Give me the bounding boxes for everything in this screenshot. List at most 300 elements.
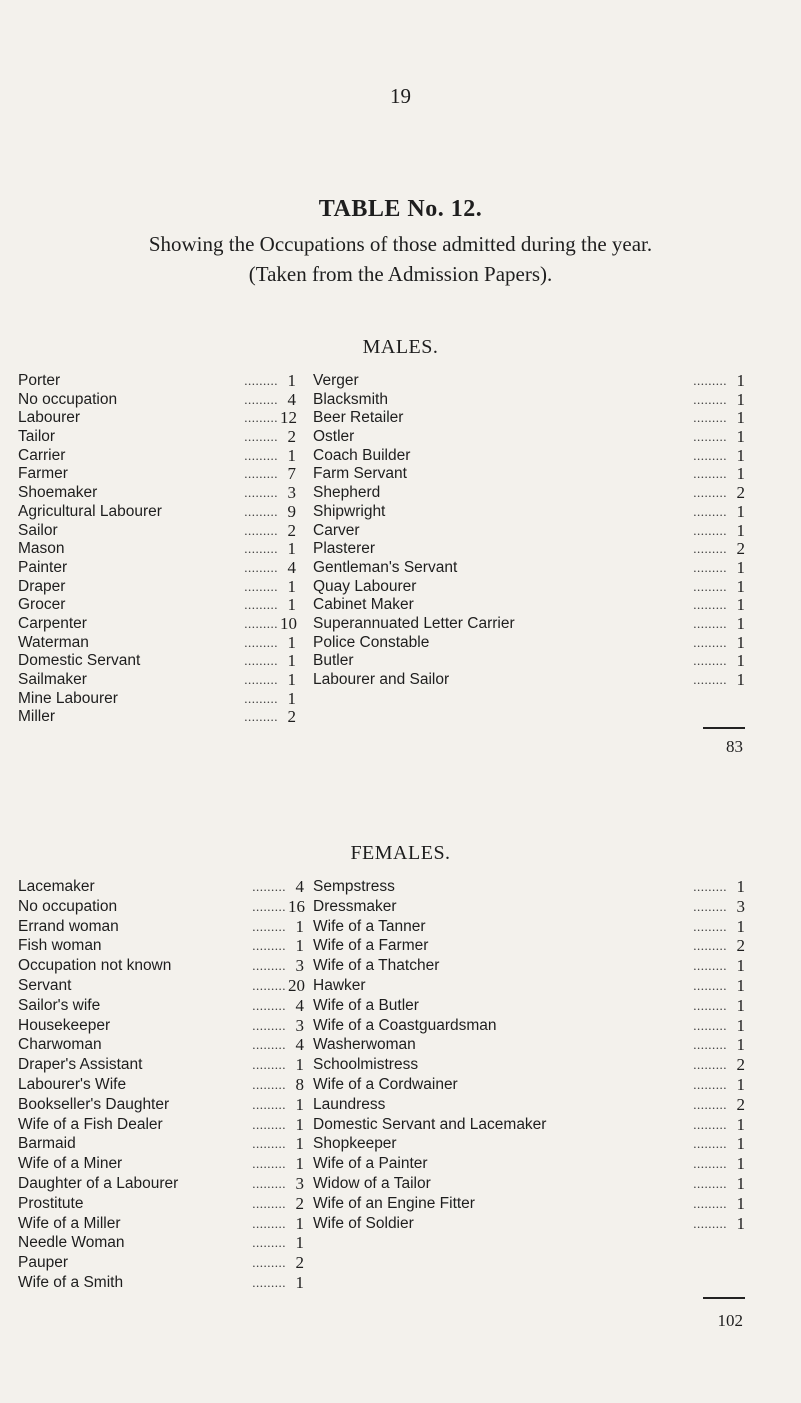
- occupation-row: [313, 976, 745, 996]
- females-total: 102: [717, 1311, 743, 1330]
- occupation-count: 3: [736, 896, 745, 916]
- occupation-row: [18, 409, 296, 428]
- occupation-label: No occupation: [18, 897, 118, 915]
- leader-dots: .........: [244, 653, 278, 669]
- leader-dots: .........: [693, 1136, 727, 1152]
- occupation-label: Grocer: [18, 596, 66, 614]
- occupation-label: Agricultural Labourer: [18, 502, 162, 520]
- occupation-label: Tailor: [18, 428, 56, 446]
- occupation-count: 1: [736, 371, 745, 390]
- occupation-row: [18, 897, 304, 917]
- occupation-label: Draper's Assistant: [18, 1056, 143, 1074]
- occupation-label: Carpenter: [18, 614, 87, 632]
- occupation-count: 16: [288, 896, 305, 916]
- occupation-label: Wife of an Engine Fitter: [313, 1194, 475, 1212]
- leader-dots: .........: [252, 997, 286, 1013]
- occupation-label: Wife of a Tanner: [313, 917, 426, 935]
- leader-dots: .........: [252, 1037, 286, 1053]
- leader-dots: .........: [693, 898, 727, 914]
- leader-dots: .........: [693, 997, 727, 1013]
- occupation-row: [313, 1115, 745, 1135]
- occupation-row: [18, 1134, 304, 1154]
- occupation-count: 2: [287, 427, 296, 447]
- occupation-label: Shipwright: [313, 502, 386, 520]
- occupation-label: Pauper: [18, 1254, 68, 1272]
- occupation-count: 1: [287, 371, 296, 390]
- occupation-count: 1: [287, 445, 296, 465]
- occupation-count: 10: [280, 613, 297, 633]
- occupation-label: Charwoman: [18, 1036, 102, 1054]
- occupation-count: 1: [736, 613, 745, 633]
- occupation-row: [18, 1194, 304, 1214]
- occupation-label: Hawker: [313, 976, 366, 994]
- occupation-row: [18, 596, 296, 615]
- occupation-row: [313, 1035, 745, 1055]
- occupation-row: [313, 484, 745, 503]
- occupation-count: 1: [736, 576, 745, 596]
- occupation-row: [18, 1035, 304, 1055]
- leader-dots: .........: [693, 918, 727, 934]
- leader-dots: .........: [693, 522, 727, 538]
- occupation-label: Beer Retailer: [313, 409, 404, 427]
- leader-dots: .........: [252, 1175, 286, 1191]
- leader-dots: .........: [244, 503, 278, 519]
- occupation-row: [313, 578, 745, 597]
- occupation-label: Bookseller's Daughter: [18, 1095, 170, 1113]
- occupation-row: [313, 1154, 745, 1174]
- occupation-row: [313, 409, 745, 428]
- occupation-count: 1: [736, 1154, 745, 1174]
- occupation-label: Domestic Servant: [18, 652, 141, 670]
- leader-dots: .........: [244, 615, 278, 631]
- occupation-row: [18, 391, 296, 410]
- leader-dots: .........: [252, 1136, 286, 1152]
- occupation-label: Mine Labourer: [18, 689, 118, 707]
- occupation-row: [18, 671, 296, 690]
- leader-dots: .........: [693, 373, 727, 388]
- occupation-row: [313, 897, 745, 917]
- leader-dots: .........: [693, 615, 727, 631]
- occupation-row: [313, 1075, 745, 1095]
- occupation-count: 1: [736, 1074, 745, 1094]
- occupation-count: 1: [736, 632, 745, 652]
- leader-dots: .........: [252, 1116, 286, 1132]
- occupation-count: 12: [280, 408, 297, 428]
- occupation-label: Coach Builder: [313, 446, 411, 464]
- occupation-count: 1: [295, 1213, 304, 1233]
- occupation-label: Fish woman: [18, 937, 102, 955]
- leader-dots: .........: [244, 597, 278, 613]
- occupation-count: 1: [736, 557, 745, 577]
- occupation-row: [18, 652, 296, 671]
- occupation-label: No occupation: [18, 390, 118, 408]
- occupation-row: [18, 578, 296, 597]
- occupation-count: 1: [736, 1213, 745, 1233]
- occupation-row: [18, 484, 296, 503]
- leader-dots: .........: [252, 898, 286, 914]
- occupation-label: Servant: [18, 976, 72, 994]
- occupation-count: 1: [295, 916, 304, 936]
- occupation-label: Sailor: [18, 521, 58, 539]
- occupation-label: Gentleman's Servant: [313, 558, 458, 576]
- leader-dots: .........: [693, 1175, 727, 1191]
- occupation-row: [18, 976, 304, 996]
- occupation-count: 1: [295, 1094, 304, 1114]
- occupation-label: Verger: [313, 372, 359, 389]
- occupation-row: [18, 1233, 304, 1253]
- occupation-count: 1: [736, 670, 745, 689]
- occupation-row: [313, 540, 745, 559]
- occupation-count: 2: [736, 936, 745, 956]
- occupation-count: 1: [736, 877, 745, 896]
- occupation-row: [313, 447, 745, 466]
- leader-dots: .........: [693, 958, 727, 974]
- occupation-count: 1: [295, 1134, 304, 1154]
- occupation-count: 2: [287, 707, 296, 727]
- occupation-count: 7: [287, 464, 296, 484]
- leader-dots: .........: [244, 429, 278, 445]
- occupation-label: Wife of a Fish Dealer: [18, 1115, 163, 1133]
- leader-dots: .........: [252, 938, 286, 954]
- occupation-count: 4: [295, 877, 304, 896]
- occupation-row: [18, 634, 296, 653]
- table-source-note: (Taken from the Admission Papers).: [248, 262, 553, 286]
- occupation-count: 3: [295, 1173, 304, 1193]
- occupation-row: [313, 615, 745, 634]
- occupation-row: [313, 372, 745, 391]
- leader-dots: .........: [693, 977, 727, 993]
- leader-dots: .........: [693, 597, 727, 613]
- leader-dots: .........: [693, 1057, 727, 1073]
- leader-dots: .........: [244, 373, 278, 388]
- leader-dots: .........: [252, 1215, 286, 1231]
- leader-dots: .........: [693, 429, 727, 445]
- occupation-row: [18, 428, 296, 447]
- occupation-label: Sailor's wife: [18, 996, 101, 1014]
- occupation-row: [18, 1016, 304, 1036]
- occupation-count: 1: [295, 1055, 304, 1075]
- occupation-label: Daughter of a Labourer: [18, 1174, 179, 1192]
- occupation-row: [313, 634, 745, 653]
- occupation-label: Draper: [18, 577, 66, 595]
- occupation-count: 1: [736, 389, 745, 409]
- females-left-column: [18, 877, 304, 1293]
- occupation-row: [18, 1075, 304, 1095]
- occupation-label: Mason: [18, 540, 65, 558]
- occupation-count: 3: [287, 483, 296, 503]
- leader-dots: .........: [244, 634, 278, 650]
- occupation-label: Schoolmistress: [313, 1056, 419, 1074]
- occupation-label: Barmaid: [18, 1135, 76, 1153]
- occupation-row: [313, 1214, 745, 1234]
- occupation-row: [18, 1253, 304, 1273]
- occupation-row: [18, 1214, 304, 1234]
- leader-dots: .........: [693, 559, 727, 575]
- occupation-count: 1: [295, 1233, 304, 1253]
- occupation-label: Laundress: [313, 1095, 386, 1113]
- leader-dots: .........: [693, 410, 727, 426]
- occupation-count: 1: [736, 408, 745, 428]
- occupation-label: Occupation not known: [18, 957, 172, 975]
- occupation-label: Labourer: [18, 409, 81, 427]
- occupation-count: 4: [287, 557, 296, 577]
- occupation-label: Domestic Servant and Lacemaker: [313, 1115, 547, 1133]
- leader-dots: .........: [252, 1057, 286, 1073]
- occupation-label: Blacksmith: [313, 390, 388, 408]
- occupation-row: [18, 956, 304, 976]
- occupation-row: [313, 877, 745, 897]
- occupation-row: [18, 708, 296, 727]
- leader-dots: .........: [244, 447, 278, 463]
- occupation-count: 1: [736, 464, 745, 484]
- occupation-row: [18, 1055, 304, 1075]
- occupation-count: 1: [736, 1134, 745, 1154]
- leader-dots: .........: [693, 466, 727, 482]
- occupation-row: [313, 503, 745, 522]
- occupation-count: 4: [287, 389, 296, 409]
- occupation-count: 1: [736, 1173, 745, 1193]
- occupation-count: 1: [736, 520, 745, 540]
- leader-dots: .........: [693, 938, 727, 954]
- leader-dots: .........: [252, 1195, 286, 1211]
- leader-dots: .........: [693, 1156, 727, 1172]
- occupation-label: Shopkeeper: [313, 1135, 397, 1153]
- occupation-label: Carver: [313, 521, 360, 539]
- occupation-row: [313, 391, 745, 410]
- leader-dots: .........: [244, 522, 278, 538]
- occupation-count: 1: [295, 1154, 304, 1174]
- leader-dots: .........: [244, 391, 278, 407]
- occupation-label: Wife of a Painter: [313, 1155, 428, 1173]
- occupation-row: [313, 917, 745, 937]
- occupation-row: [313, 1194, 745, 1214]
- occupation-label: Plasterer: [313, 540, 376, 558]
- leader-dots: .........: [693, 391, 727, 407]
- occupation-label: Shoemaker: [18, 484, 98, 502]
- occupation-row: [18, 447, 296, 466]
- occupation-count: 2: [736, 1055, 745, 1075]
- occupation-label: Prostitute: [18, 1194, 84, 1212]
- females-total-rule: [703, 1297, 745, 1299]
- occupation-label: Ostler: [313, 428, 355, 446]
- occupation-row: [18, 1273, 304, 1293]
- occupation-row: [18, 690, 296, 709]
- occupation-row: [313, 428, 745, 447]
- occupation-label: Carrier: [18, 446, 66, 464]
- occupation-count: 1: [295, 1114, 304, 1134]
- table-subtitle: Showing the Occupations of those admitted during the year.: [148, 232, 653, 256]
- occupation-count: 1: [736, 995, 745, 1015]
- leader-dots: .........: [252, 958, 286, 974]
- leader-dots: .........: [244, 709, 278, 725]
- occupation-count: 1: [287, 576, 296, 596]
- occupation-row: [18, 465, 296, 484]
- leader-dots: .........: [693, 503, 727, 519]
- leader-dots: .........: [693, 1017, 727, 1033]
- occupation-row: [18, 1095, 304, 1115]
- occupation-label: Needle Woman: [18, 1234, 125, 1252]
- occupation-row: [18, 522, 296, 541]
- leader-dots: .........: [244, 541, 278, 557]
- leader-dots: .........: [693, 578, 727, 594]
- occupation-count: 2: [295, 1253, 304, 1273]
- occupation-label: Porter: [18, 372, 61, 389]
- leader-dots: .........: [252, 879, 286, 894]
- females-right-column: [313, 877, 745, 1233]
- occupation-count: 1: [287, 595, 296, 615]
- occupation-count: 4: [295, 1035, 304, 1055]
- occupation-row: [313, 559, 745, 578]
- leader-dots: .........: [693, 653, 727, 669]
- occupation-label: Wife of a Thatcher: [313, 957, 440, 975]
- leader-dots: .........: [244, 485, 278, 501]
- leader-dots: .........: [693, 634, 727, 650]
- leader-dots: .........: [252, 1255, 286, 1271]
- occupation-count: 2: [295, 1193, 304, 1213]
- occupation-row: [18, 1154, 304, 1174]
- leader-dots: .........: [693, 541, 727, 557]
- occupation-label: Washerwoman: [313, 1036, 416, 1054]
- occupation-label: Wife of a Smith: [18, 1273, 124, 1291]
- occupation-row: [313, 956, 745, 976]
- occupation-row: [18, 1174, 304, 1194]
- occupation-row: [313, 652, 745, 671]
- occupation-label: Quay Labourer: [313, 577, 417, 595]
- occupation-label: Farm Servant: [313, 465, 407, 483]
- leader-dots: .........: [693, 1116, 727, 1132]
- occupation-label: Lacemaker: [18, 878, 95, 895]
- occupation-row: [18, 917, 304, 937]
- occupation-label: Shepherd: [313, 484, 381, 502]
- occupation-label: Labourer and Sailor: [313, 671, 450, 688]
- leader-dots: .........: [244, 578, 278, 594]
- occupation-count: 2: [736, 539, 745, 559]
- leader-dots: .........: [252, 1235, 286, 1251]
- females-heading: FEMALES.: [350, 842, 451, 864]
- leader-dots: .........: [693, 485, 727, 501]
- leader-dots: .........: [244, 466, 278, 482]
- leader-dots: .........: [252, 1017, 286, 1033]
- occupation-label: Superannuated Letter Carrier: [313, 614, 515, 632]
- leader-dots: .........: [252, 918, 286, 934]
- occupation-row: [18, 996, 304, 1016]
- leader-dots: .........: [693, 1037, 727, 1053]
- occupation-label: Wife of a Butler: [313, 996, 419, 1014]
- occupation-row: [18, 372, 296, 391]
- occupation-row: [313, 936, 745, 956]
- occupation-label: Sempstress: [313, 878, 395, 895]
- occupation-count: 1: [736, 595, 745, 615]
- occupation-count: 1: [736, 1114, 745, 1134]
- occupation-count: 1: [736, 445, 745, 465]
- occupation-label: Dressmaker: [313, 897, 397, 915]
- occupation-row: [313, 1174, 745, 1194]
- occupation-row: [18, 877, 304, 897]
- leader-dots: .........: [244, 559, 278, 575]
- occupation-label: Wife of a Miller: [18, 1214, 121, 1232]
- leader-dots: .........: [693, 879, 727, 894]
- leader-dots: .........: [693, 1215, 727, 1231]
- occupation-row: [18, 503, 296, 522]
- occupation-label: Wife of a Miner: [18, 1155, 123, 1173]
- occupation-label: Widow of a Tailor: [313, 1174, 431, 1192]
- occupation-count: 1: [287, 670, 296, 689]
- occupation-label: Farmer: [18, 465, 68, 483]
- occupation-row: [313, 596, 745, 615]
- occupation-count: 1: [287, 688, 296, 708]
- occupation-count: 1: [736, 1015, 745, 1035]
- leader-dots: .........: [244, 690, 278, 706]
- occupation-row: [18, 559, 296, 578]
- leader-dots: .........: [252, 1096, 286, 1112]
- occupation-count: 1: [736, 427, 745, 447]
- occupation-row: [313, 465, 745, 484]
- occupation-row: [313, 1016, 745, 1036]
- occupation-label: Police Constable: [313, 633, 430, 651]
- leader-dots: .........: [693, 672, 727, 687]
- occupation-label: Wife of a Cordwainer: [313, 1075, 458, 1093]
- occupation-count: 1: [736, 975, 745, 995]
- occupation-row: [18, 1115, 304, 1135]
- occupation-count: 3: [295, 1015, 304, 1035]
- leader-dots: .........: [252, 1076, 286, 1092]
- occupation-count: 1: [287, 632, 296, 652]
- occupation-count: 2: [287, 520, 296, 540]
- occupation-row: [18, 936, 304, 956]
- occupation-row: [313, 1095, 745, 1115]
- occupation-label: Miller: [18, 708, 56, 726]
- occupation-count: 1: [287, 651, 296, 671]
- leader-dots: .........: [244, 410, 278, 426]
- occupation-row: [313, 1055, 745, 1075]
- occupation-label: Painter: [18, 558, 68, 576]
- occupation-row: [313, 996, 745, 1016]
- occupation-row: [313, 671, 745, 690]
- occupation-count: 2: [736, 483, 745, 503]
- leader-dots: .........: [252, 1156, 286, 1172]
- occupation-label: Sailmaker: [18, 671, 87, 688]
- table-title: TABLE No. 12.: [318, 196, 483, 222]
- occupation-count: 1: [736, 501, 745, 521]
- males-right-column: [313, 372, 745, 690]
- occupation-count: 3: [295, 956, 304, 976]
- page-number: 19: [390, 84, 411, 108]
- occupation-count: 2: [736, 1094, 745, 1114]
- leader-dots: .........: [693, 1076, 727, 1092]
- males-total-rule: [703, 727, 745, 729]
- occupation-count: 20: [288, 975, 305, 995]
- occupation-label: Waterman: [18, 633, 89, 651]
- occupation-count: 1: [736, 916, 745, 936]
- leader-dots: .........: [252, 1274, 286, 1290]
- occupation-label: Wife of a Coastguardsman: [313, 1016, 497, 1034]
- occupation-count: 1: [295, 1272, 304, 1292]
- occupation-count: 1: [295, 936, 304, 956]
- occupation-row: [18, 540, 296, 559]
- occupation-row: [18, 615, 296, 634]
- occupation-label: Housekeeper: [18, 1016, 111, 1034]
- leader-dots: .........: [693, 1195, 727, 1211]
- occupation-label: Labourer's Wife: [18, 1075, 127, 1093]
- leader-dots: .........: [693, 447, 727, 463]
- males-total: 83: [726, 737, 743, 756]
- occupation-row: [313, 1134, 745, 1154]
- males-left-column: [18, 372, 296, 727]
- occupation-count: 1: [736, 956, 745, 976]
- leader-dots: .........: [252, 977, 286, 993]
- occupation-label: Wife of Soldier: [313, 1214, 414, 1232]
- occupation-count: 1: [736, 651, 745, 671]
